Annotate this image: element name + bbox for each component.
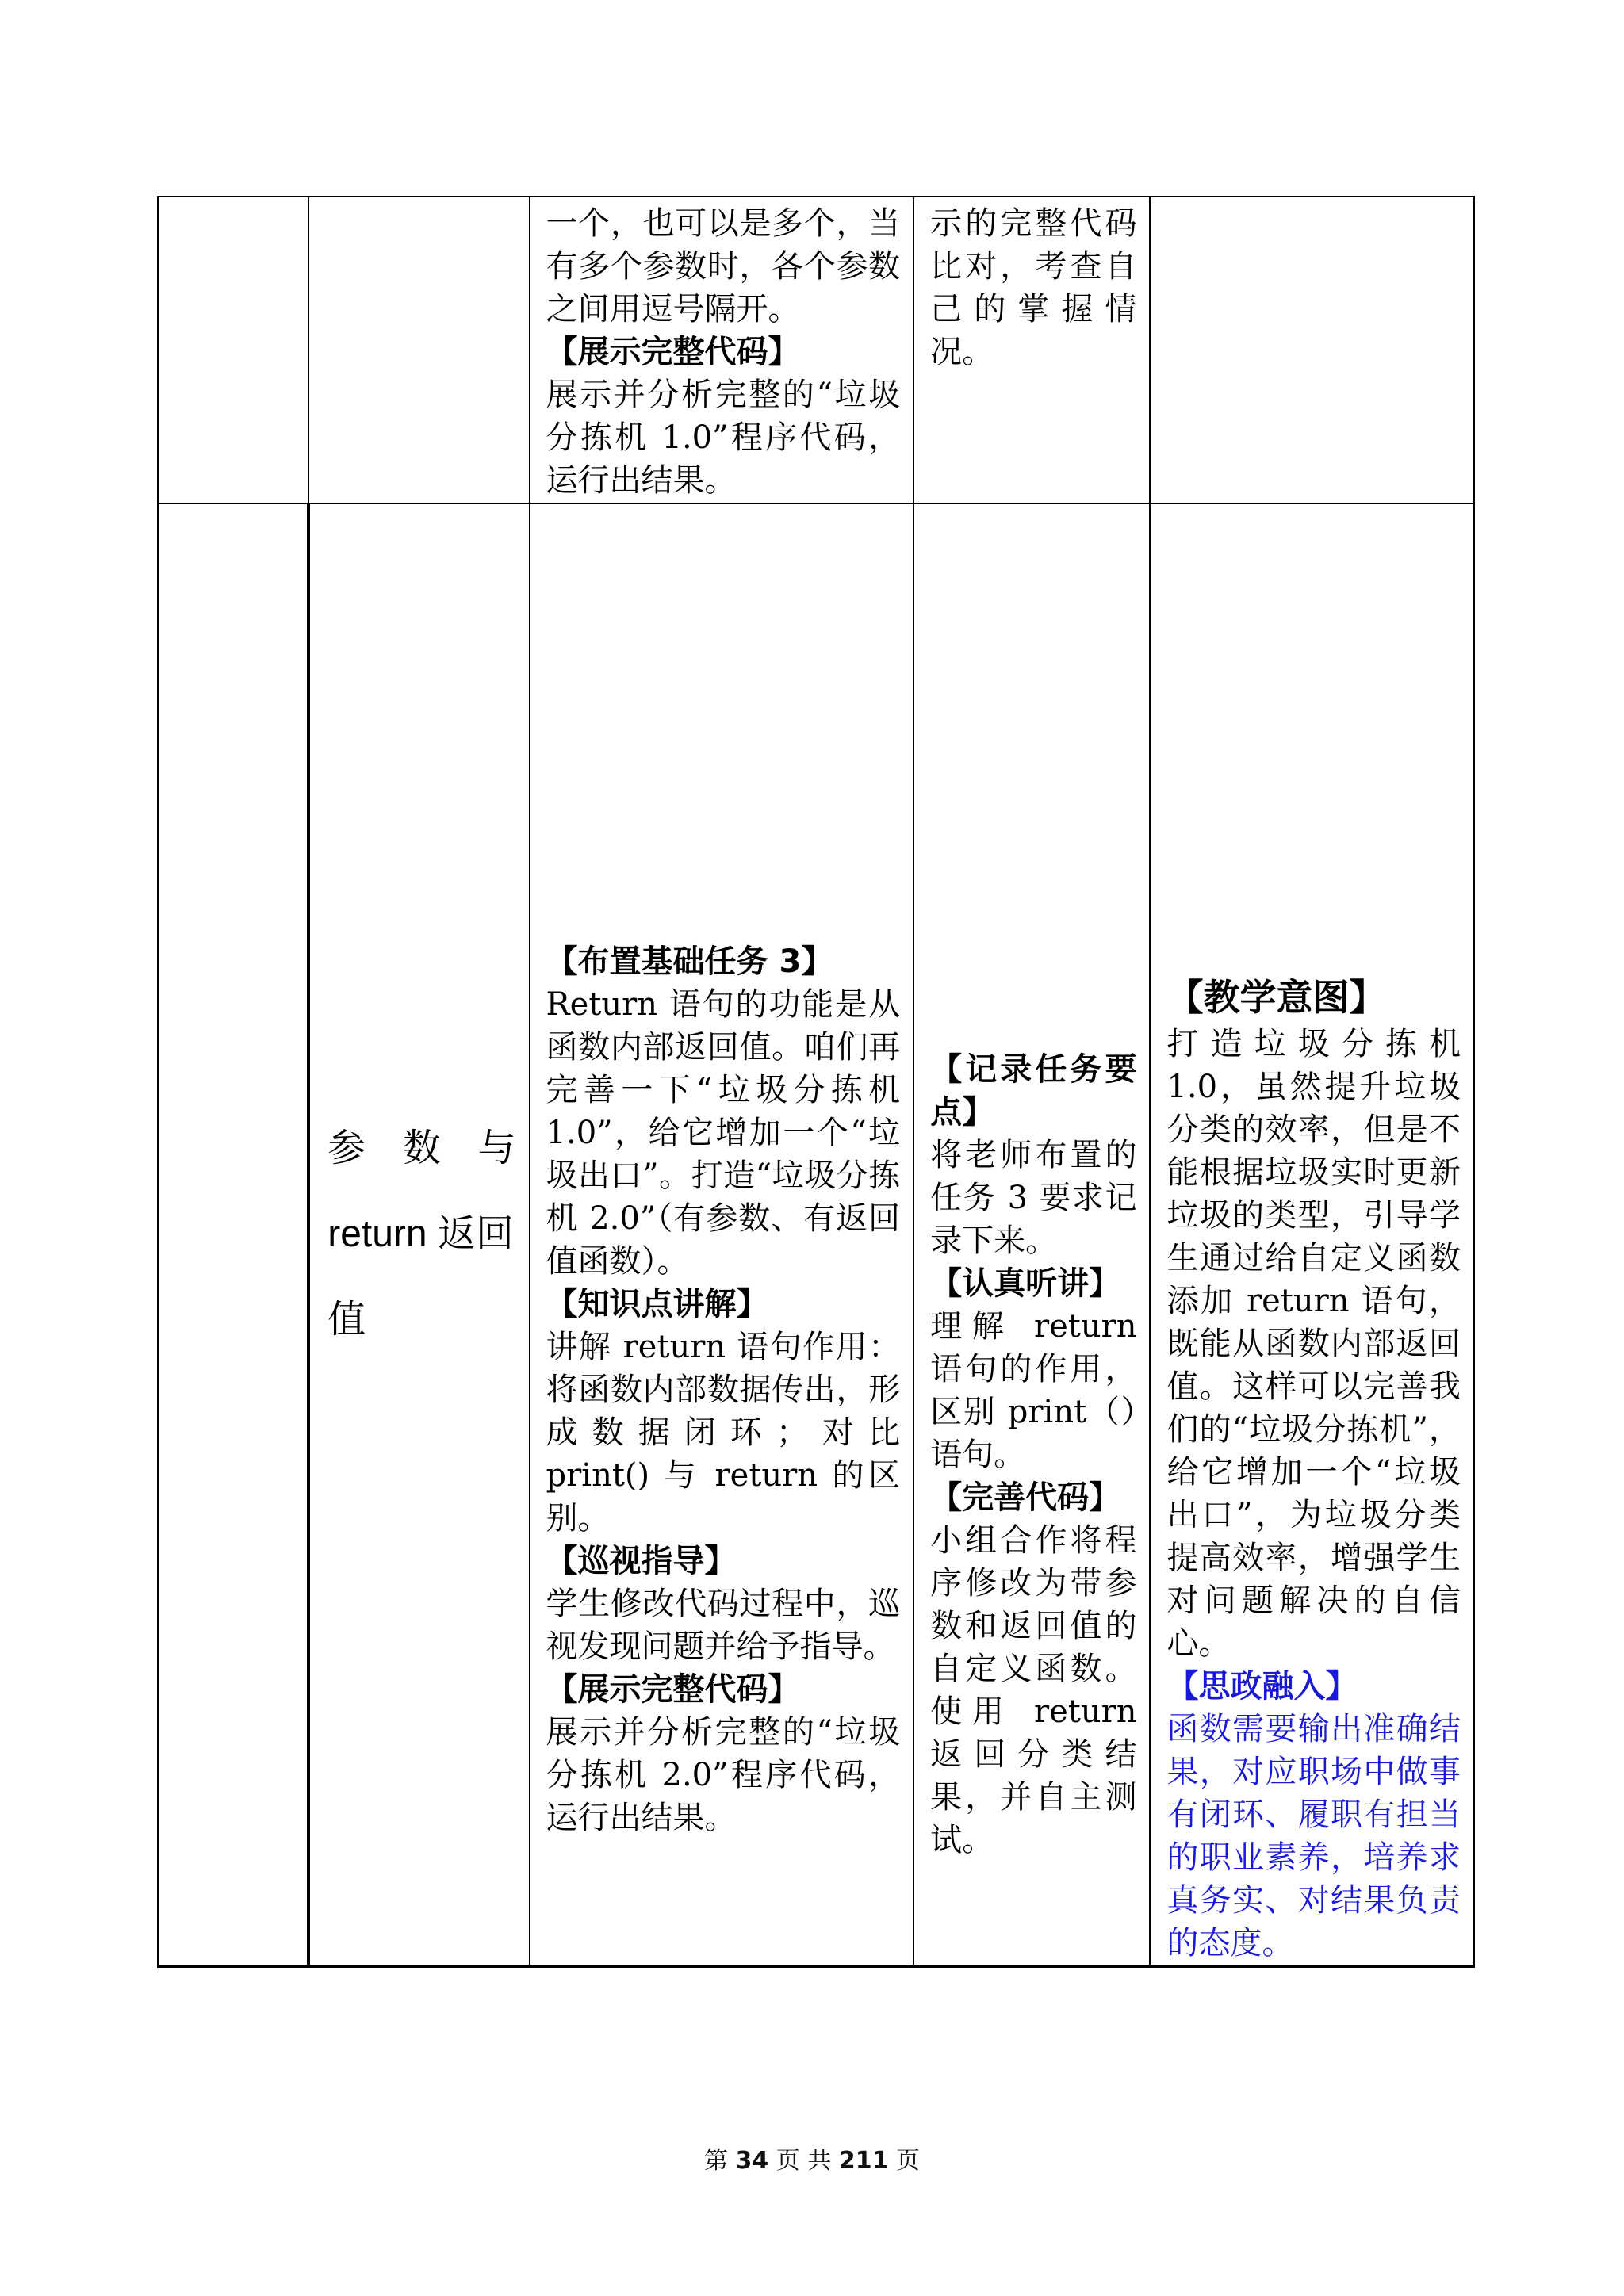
topic-line: 值 bbox=[327, 1299, 366, 1341]
section-heading: 【认真听讲】 bbox=[930, 1265, 1121, 1302]
student-text: 将老师布置的任务 3 要求记录下来。 bbox=[930, 1137, 1137, 1259]
total-pages: 211 bbox=[838, 2147, 889, 2175]
teacher-text: 学生修改代码过程中，巡视发现问题并给予指导。 bbox=[546, 1586, 901, 1665]
table-row bbox=[158, 503, 1474, 1966]
teacher-text: Return 语句的功能是从函数内部返回值。咱们再完善一下“垃圾分拣机 1.0”，给它增加一个“垃圾出口”。打造“垃圾分拣机 2.0”（有参数、有返回值函数）。 bbox=[546, 986, 901, 1280]
student-activity-cell bbox=[914, 503, 1150, 1966]
intent-text: 函数需要输出准确结果，对应职场中做事有闭环、履职有担当的职业素养，培养求真务实、对结果负责的态度。 bbox=[1166, 1711, 1461, 1961]
intent-text: 打造垃圾分拣机 1.0，虽然提升垃圾分类的效率，但是不能根据垃圾实时更新垃圾的类型，引导学生通过给自定义函数添加 return 语句，既能从函数内部返回值。这样可以完善我们的“垃圾分拣机”，给它增加一个“垃圾出口”，为垃圾分类提高效率，增强学生对问题解决的自信心。 bbox=[1166, 1026, 1461, 1662]
section-heading: 【记录任务要点】 bbox=[930, 1051, 1137, 1131]
section-heading: 【教学意图】 bbox=[1166, 976, 1386, 1019]
topic-char: 参 bbox=[327, 1127, 366, 1169]
section-heading: 【完善代码】 bbox=[930, 1479, 1121, 1516]
design-intent-cell bbox=[1150, 503, 1474, 1966]
student-text: 理解 return 语句的作用，区别 print（）语句。 bbox=[930, 1308, 1137, 1473]
page-footer bbox=[0, 2141, 1624, 2175]
empty-cell bbox=[158, 503, 308, 1966]
teacher-text: 展示并分析完整的“垃圾分拣机 2.0”程序代码，运行出结果。 bbox=[546, 1714, 901, 1836]
empty-cell bbox=[158, 197, 308, 503]
empty-cell bbox=[308, 197, 529, 503]
page-number: 34 bbox=[735, 2147, 769, 2175]
teacher-text: 一个，也可以是多个，当有多个参数时，各个参数之间用逗号隔开。 bbox=[546, 205, 901, 327]
teacher-activity-cell bbox=[530, 503, 914, 1966]
section-heading: 【展示完整代码】 bbox=[546, 334, 800, 370]
section-heading: 【展示完整代码】 bbox=[546, 1671, 800, 1708]
table-row bbox=[158, 197, 1474, 503]
student-text: 小组合作将程序修改为带参数和返回值的自定义函数。使用 return 返回分类结果，并自主测试。 bbox=[930, 1522, 1137, 1858]
student-activity-cell bbox=[914, 197, 1150, 503]
footer-text: 页 bbox=[896, 2147, 921, 2175]
topic-line bbox=[327, 1106, 515, 1192]
section-heading: 【知识点讲解】 bbox=[546, 1286, 768, 1322]
topic-char: 数 bbox=[402, 1127, 441, 1169]
section-heading: 【巡视指导】 bbox=[546, 1543, 737, 1579]
topic-cell bbox=[308, 503, 529, 1966]
empty-cell bbox=[1150, 197, 1474, 503]
topic-char: 与 bbox=[477, 1127, 516, 1169]
footer-text: 页 共 bbox=[776, 2147, 832, 2175]
section-heading: 【布置基础任务 3】 bbox=[546, 943, 833, 980]
topic-line: return 返回 bbox=[327, 1213, 514, 1255]
teacher-activity-cell bbox=[530, 197, 914, 503]
section-heading: 【思政融入】 bbox=[1166, 1668, 1358, 1705]
student-text: 示的完整代码比对，考查自己的掌握情况。 bbox=[930, 205, 1137, 370]
lesson-plan-table bbox=[157, 196, 1475, 1968]
teacher-text: 展示并分析完整的“垃圾分拣机 1.0”程序代码，运行出结果。 bbox=[546, 377, 901, 499]
teacher-text: 讲解 return 语句作用：将函数内部数据传出，形成数据闭环；对比 print() 与 return 的区别。 bbox=[546, 1329, 901, 1536]
footer-text: 第 bbox=[703, 2147, 728, 2175]
